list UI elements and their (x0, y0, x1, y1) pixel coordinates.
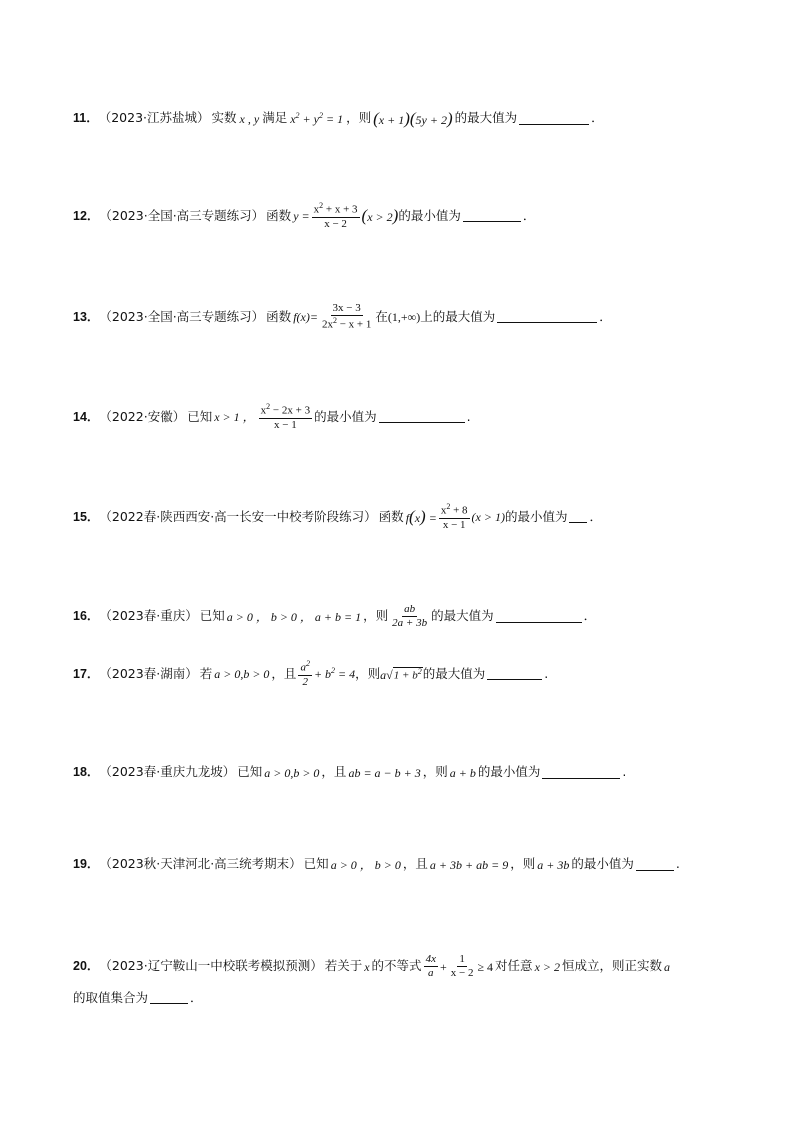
math-fraction: $\frac{ab}{2a + 3b}$ (392, 603, 428, 629)
question-text: 的最大值为 (454, 110, 518, 126)
question-13 (73, 303, 612, 331)
question-text: ，则 (346, 110, 372, 126)
question-source: （2023秋·天津河北·高三统考期末） (99, 856, 302, 872)
question-number: 20． (73, 959, 100, 974)
math-expression: y = (293, 208, 310, 223)
question-text: 已知 (199, 608, 225, 624)
question-number: 13． (73, 309, 100, 324)
question-number: 16． (73, 609, 100, 624)
question-text: ，则 (355, 665, 381, 681)
question-text: ，且 (271, 665, 297, 681)
answer-blank[interactable] (542, 766, 620, 779)
question-end: . (466, 408, 471, 424)
math-expression: $x^2 + y^2 = 1$ (290, 111, 344, 126)
question-source: （2022·安徽） (99, 408, 186, 424)
math-expression: + (439, 959, 447, 974)
question-number: 15． (73, 509, 100, 524)
question-source: （2023春·重庆九龙坡） (99, 764, 236, 780)
question-source: （2023·江苏盐城） (98, 110, 210, 126)
question-text: ，则 (510, 856, 536, 872)
question-end: ． (591, 110, 604, 126)
math-fraction: $\frac{3x - 3}{2x^2 - x + 1}$ (321, 302, 372, 331)
question-text: ，且 (321, 764, 347, 780)
question-source: （2022春·陕西西安·高一长安一中校考阶段练习） (99, 508, 377, 524)
question-text: ，且 (402, 856, 428, 872)
question-end: ． (583, 608, 597, 624)
math-fraction: $\frac{x^2 + x + 3}{x - 2}$ (313, 201, 358, 230)
answer-blank[interactable] (569, 510, 587, 523)
question-end: ． (599, 308, 612, 324)
math-expression: a + 3b + ab = 9 (429, 857, 509, 872)
math-expression: ≥ 4 (477, 959, 494, 974)
question-18 (73, 766, 626, 779)
question-end: ． (522, 207, 536, 223)
math-expression: a (664, 959, 671, 974)
question-text: 的最小值为 (398, 207, 461, 223)
question-number: 14． (73, 409, 100, 424)
math-fraction: $\frac{1}{x - 2}$ (450, 953, 474, 979)
math-expression: f(x) = (405, 507, 437, 527)
math-expression: x > 1 ， (214, 409, 255, 424)
question-11 (73, 110, 604, 127)
math-expression: x > 2 (534, 959, 560, 974)
answer-blank[interactable] (519, 112, 589, 125)
math-expression: + $b^2 = 4$ (313, 666, 356, 682)
question-number: 18． (73, 765, 100, 780)
question-text: 已知 (303, 856, 329, 872)
math-expression: a + b (449, 765, 476, 780)
math-fraction: $\frac{a^2}{2}$ (300, 659, 310, 688)
question-text: 已知 (237, 764, 263, 780)
question-17 (73, 660, 548, 688)
question-text: 已知 (187, 408, 213, 424)
question-text: 的不等式 (371, 958, 422, 974)
question-20-line-2 (73, 988, 203, 1006)
question-text: 满足 (262, 110, 288, 126)
answer-blank[interactable] (379, 410, 465, 423)
question-20 (73, 954, 670, 979)
math-expression: f(x)= (293, 309, 318, 324)
question-end: ． (589, 508, 602, 524)
question-end: . (544, 665, 549, 681)
math-expression: (x > 2) (361, 206, 399, 226)
answer-blank[interactable] (497, 310, 597, 323)
answer-blank[interactable] (150, 991, 188, 1004)
question-source: （2023春·重庆） (99, 608, 198, 624)
question-text: 函数 (266, 308, 292, 324)
question-16 (73, 604, 596, 629)
math-fraction: $\frac{4x}{a}$ (425, 953, 436, 979)
question-text: 对任意 (495, 958, 533, 974)
math-fraction: $\frac{x^2 - 2x + 3}{x - 1}$ (260, 402, 311, 431)
question-text: 函数 (378, 508, 404, 524)
question-text: 的最小值为 (477, 764, 541, 780)
question-19 (73, 858, 680, 871)
math-expression: (x + 1)(5y + 2) (373, 109, 453, 128)
math-expression: a > 0,b > 0 (214, 666, 270, 681)
question-text: 的取值集合为 (73, 990, 149, 1005)
question-text: 在 (375, 308, 388, 324)
math-expression: x , y (239, 111, 260, 126)
question-source: （2023春·湖南） (99, 665, 198, 681)
question-number: 17． (73, 666, 100, 681)
question-end: . (675, 856, 680, 872)
question-end: ． (190, 990, 203, 1005)
math-sqrt: a√ $1 + b^2$ (380, 666, 422, 683)
math-fraction: $\frac{x^2 + 8}{x - 1}$ (440, 502, 468, 531)
question-text: 若关于 (324, 958, 363, 974)
question-text: 的最小值为 (571, 856, 634, 872)
answer-blank[interactable] (636, 858, 674, 871)
question-text: 若 (199, 665, 213, 681)
question-text: 的最大值为 (431, 608, 494, 624)
question-14 (73, 403, 471, 431)
question-text: 上的最大值为 (420, 308, 496, 324)
question-15 (73, 503, 602, 531)
question-number: 19． (73, 857, 100, 872)
question-text: ，则 (422, 764, 448, 780)
math-expression: (x > 1) (471, 509, 505, 524)
question-text: 函数 (266, 207, 292, 223)
math-expression: (1,+∞) (387, 309, 421, 324)
math-expression: ab = a − b + 3 (348, 765, 421, 780)
math-expression: a > 0 ， b > 0 (330, 857, 401, 872)
question-12 (73, 202, 535, 230)
question-text: 的最小值为 (314, 408, 377, 424)
answer-blank[interactable] (463, 209, 521, 222)
answer-blank[interactable] (487, 667, 542, 680)
question-text: ，则 (363, 608, 389, 624)
math-expression: x (364, 959, 370, 974)
question-text: 的最大值为 (422, 665, 486, 681)
question-number: 11． (73, 111, 99, 126)
math-expression: a > 0,b > 0 (264, 765, 320, 780)
question-number: 12． (73, 208, 100, 223)
question-text: 恒成立，则正实数 (562, 958, 663, 974)
question-source: （2023·辽宁鞍山一中校联考模拟预测） (99, 958, 323, 974)
answer-blank[interactable] (496, 610, 582, 623)
question-end: . (622, 764, 627, 780)
question-text: 实数 (211, 110, 237, 126)
math-expression: a + 3b (537, 857, 570, 872)
question-text: 的最小值为 (504, 508, 568, 524)
question-source: （2023·全国·高三专题练习） (99, 207, 265, 223)
math-expression: a > 0 ， b > 0 ， a + b = 1 (226, 609, 362, 624)
question-source: （2023·全国·高三专题练习） (99, 308, 265, 324)
